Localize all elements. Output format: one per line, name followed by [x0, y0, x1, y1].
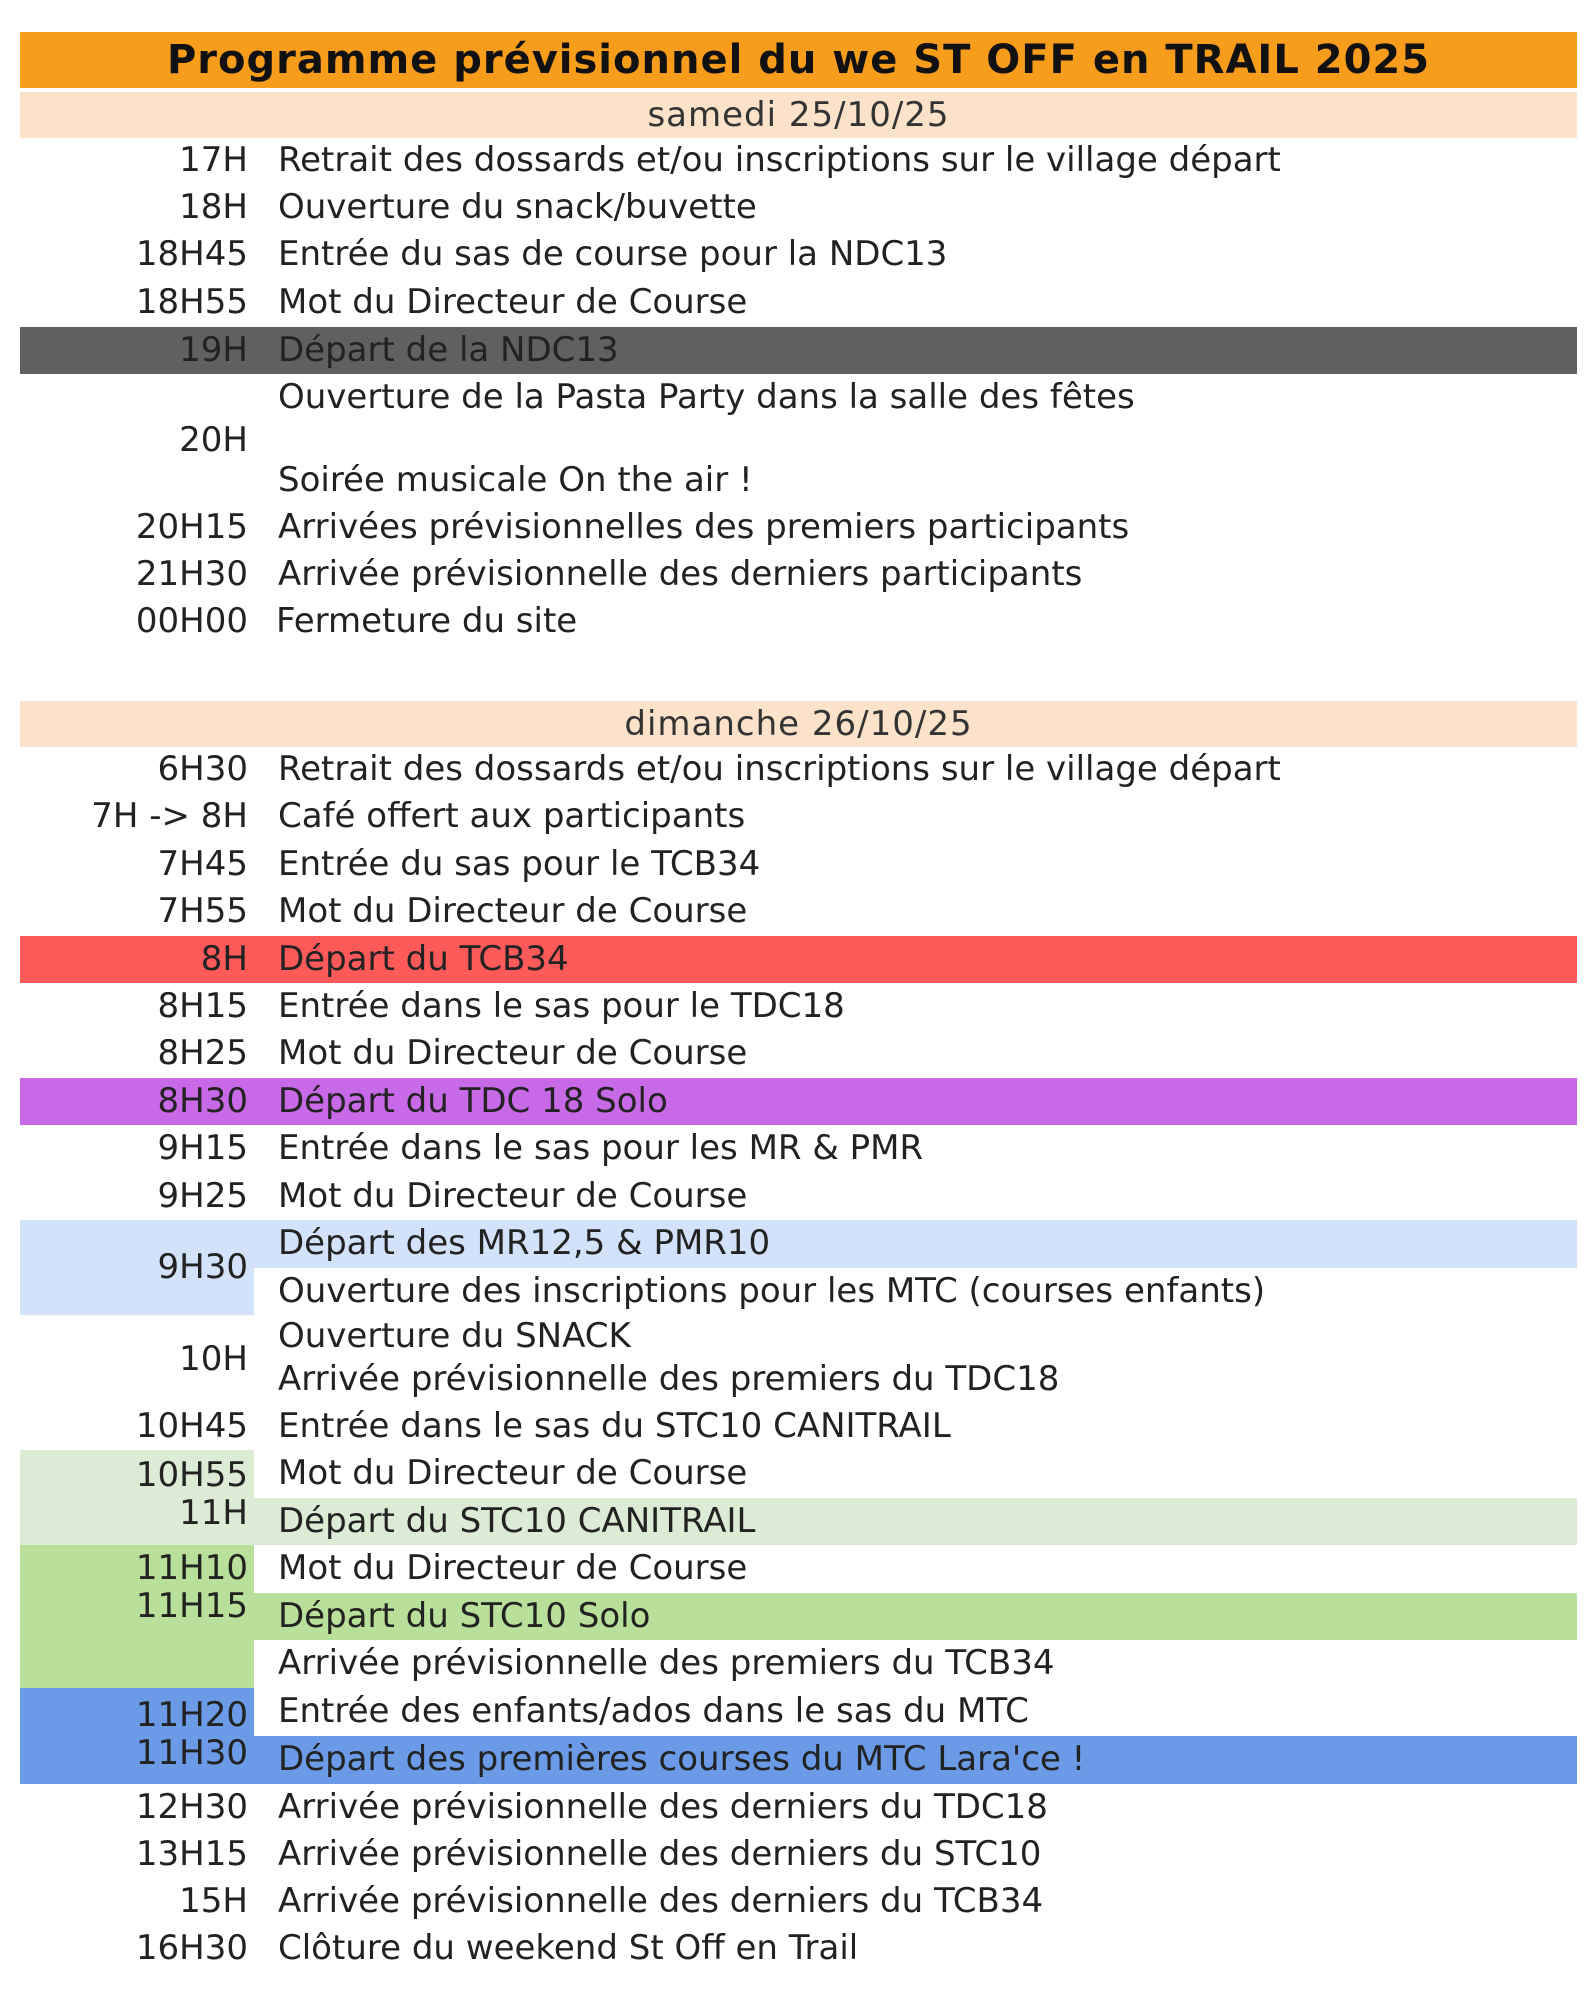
sat-desc-secondary: Soirée musicale On the air ! [278, 460, 753, 500]
sun-desc: Retrait des dossards et/ou inscriptions sur le village départ [278, 749, 1281, 789]
sun-desc: Départ du STC10 Solo [278, 1596, 651, 1636]
sun-time: 7H45 [157, 844, 248, 884]
sat-time: 19H [179, 330, 248, 370]
sun-desc: Mot du Directeur de Course [278, 1176, 748, 1216]
sun-time: 11H15 [135, 1586, 248, 1626]
sun-time: 9H15 [157, 1128, 248, 1168]
sun-time: 7H55 [157, 891, 248, 931]
sun-desc: Mot du Directeur de Course [278, 1548, 748, 1588]
sun-time: 16H30 [135, 1928, 248, 1968]
sat-desc: Arrivée prévisionnelle des derniers participants [278, 554, 1083, 594]
sun-desc: Arrivée prévisionnelle des derniers du TCB34 [278, 1881, 1044, 1921]
sat-time: 17H [179, 140, 248, 180]
sun-desc: Mot du Directeur de Course [278, 1033, 748, 1073]
sun-desc: Entrée dans le sas du STC10 CANITRAIL [278, 1406, 951, 1446]
saturday-header: samedi 25/10/25 [20, 92, 1577, 138]
sun-time: 11H [179, 1493, 248, 1533]
sun-time: 10H55 [135, 1455, 248, 1495]
sun-time: 11H20 [135, 1695, 248, 1735]
sun-desc: Départ des MR12,5 & PMR10 [278, 1223, 771, 1263]
ndc-start-highlight [20, 327, 1577, 374]
page-title: Programme prévisionnel du we ST OFF en TRAIL 2025 [20, 32, 1577, 88]
sun-time: 8H25 [157, 1033, 248, 1073]
tdc-start-highlight [20, 1078, 1577, 1125]
sun-time: 7H -> 8H [91, 796, 248, 836]
sun-desc: Entrée dans le sas pour les MR & PMR [278, 1128, 924, 1168]
sat-desc: Ouverture du snack/buvette [278, 187, 757, 227]
sun-desc: Clôture du weekend St Off en Trail [278, 1928, 859, 1968]
sun-time: 8H15 [157, 986, 248, 1026]
sun-desc: Café offert aux participants [278, 796, 746, 836]
sun-desc-secondary: Arrivée prévisionnelle des premiers du TCB34 [278, 1643, 1055, 1683]
sun-time: 11H30 [135, 1733, 248, 1773]
sat-time: 18H55 [135, 282, 248, 322]
sun-time: 6H30 [157, 749, 248, 789]
sun-desc: Entrée des enfants/ados dans le sas du MTC [278, 1691, 1029, 1731]
sun-time: 9H30 [157, 1247, 248, 1287]
sun-time: 10H [179, 1339, 248, 1379]
sat-desc: Mot du Directeur de Course [278, 282, 748, 322]
sunday-header: dimanche 26/10/25 [20, 701, 1577, 747]
tcb-start-highlight [20, 936, 1577, 983]
sat-time: 18H [179, 187, 248, 227]
sat-desc: Départ de la NDC13 [278, 330, 619, 370]
sun-desc: Mot du Directeur de Course [278, 1453, 748, 1493]
sun-time: 12H30 [135, 1787, 248, 1827]
sat-desc: Arrivées prévisionnelles des premiers participants [278, 507, 1130, 547]
sun-desc: Départ du TCB34 [278, 939, 569, 979]
sun-desc: Départ des premières courses du MTC Lara'ce ! [278, 1739, 1086, 1779]
sun-desc-secondary: Ouverture des inscriptions pour les MTC (courses enfants) [278, 1271, 1266, 1311]
sat-desc: Fermeture du site [276, 601, 578, 641]
sun-desc: Arrivée prévisionnelle des derniers du STC10 [278, 1834, 1042, 1874]
sun-time: 15H [179, 1881, 248, 1921]
sun-time: 13H15 [135, 1834, 248, 1874]
sun-time: 8H [200, 939, 248, 979]
sat-desc: Entrée du sas de course pour la NDC13 [278, 234, 948, 274]
sat-time: 21H30 [135, 554, 248, 594]
sun-desc: Départ du STC10 CANITRAIL [278, 1501, 756, 1541]
sat-time: 00H00 [135, 601, 248, 641]
sun-time: 11H10 [135, 1548, 248, 1588]
sat-desc: Ouverture de la Pasta Party dans la salle des fêtes [278, 377, 1135, 417]
sun-time: 10H45 [135, 1406, 248, 1446]
sun-desc: Entrée du sas pour le TCB34 [278, 844, 761, 884]
sat-time: 20H [179, 420, 248, 460]
sat-time: 20H15 [135, 507, 248, 547]
sun-time: 9H25 [157, 1176, 248, 1216]
sun-desc: Mot du Directeur de Course [278, 891, 748, 931]
sat-desc: Retrait des dossards et/ou inscriptions sur le village départ [278, 140, 1281, 180]
sun-desc: Entrée dans le sas pour le TDC18 [278, 986, 845, 1026]
sun-desc: Arrivée prévisionnelle des derniers du TDC18 [278, 1787, 1048, 1827]
sun-desc: Ouverture du SNACK [278, 1316, 631, 1356]
sun-desc: Départ du TDC 18 Solo [278, 1081, 668, 1121]
sun-time: 8H30 [157, 1081, 248, 1121]
sun-desc-secondary: Arrivée prévisionnelle des premiers du TDC18 [278, 1359, 1060, 1399]
sat-time: 18H45 [135, 234, 248, 274]
